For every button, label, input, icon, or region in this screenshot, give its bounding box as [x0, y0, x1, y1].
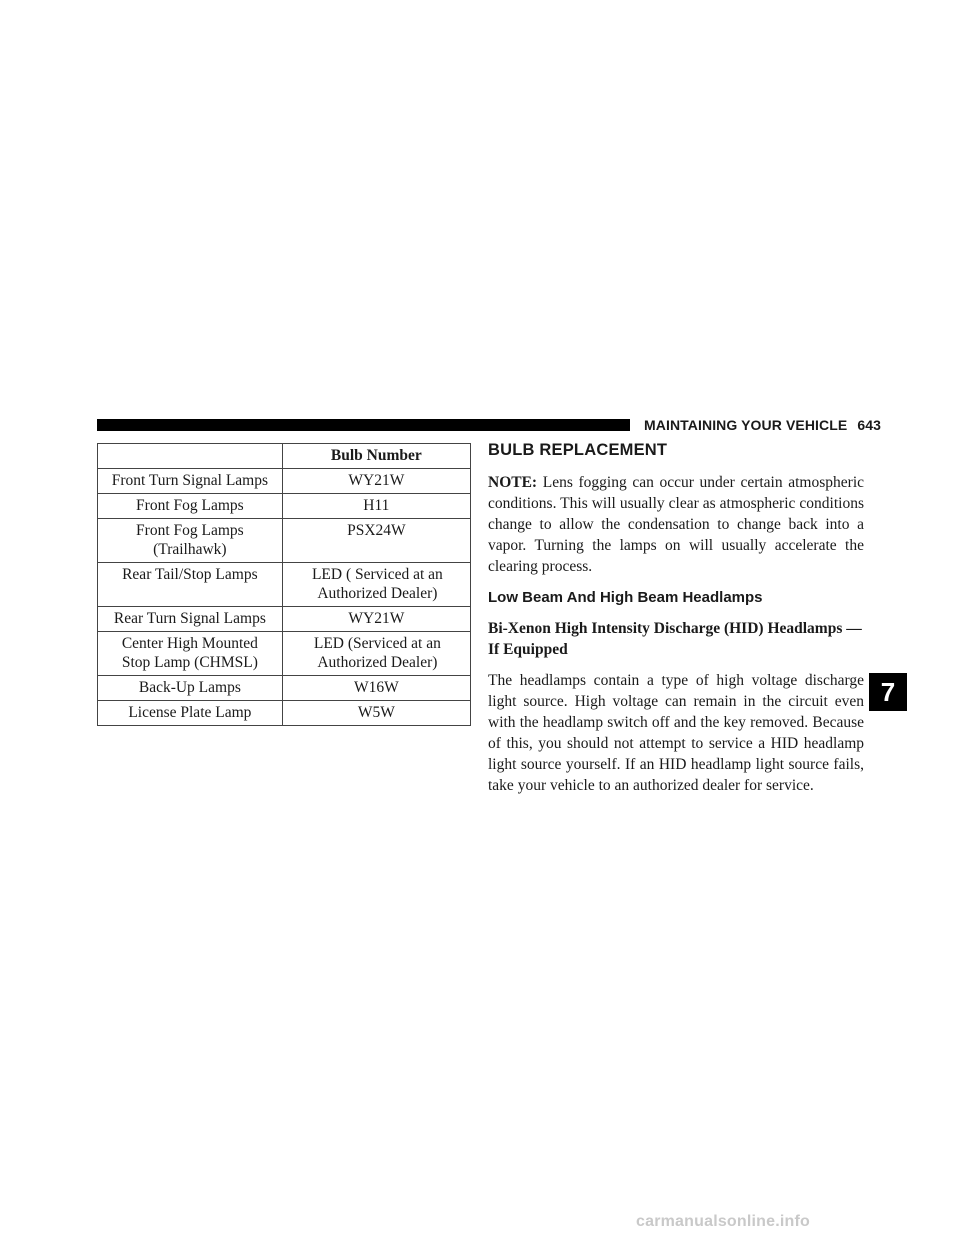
running-header-section: MAINTAINING YOUR VEHICLE — [644, 417, 848, 433]
table-cell-bulb: W16W — [282, 676, 470, 701]
main-content — [488, 441, 864, 808]
note-paragraph — [488, 472, 864, 577]
bulb-table — [97, 443, 471, 726]
body-paragraph: The headlamps contain a type of high voltage discharge light source. High voltage can remain in the circuit even with the headlamp switch off and the key removed. Because of this, you should not attempt to service a HID headlamp light source yourself. If an HID headlamp light source fails, take your vehicle to an authorized dealer for service. — [488, 672, 864, 794]
table-row — [98, 469, 471, 494]
table-cell-lamp: License Plate Lamp — [98, 701, 283, 726]
table-cell-lamp: Back-Up Lamps — [98, 676, 283, 701]
table-cell-bulb: WY21W — [282, 469, 470, 494]
table-row — [98, 519, 471, 563]
table-row — [98, 607, 471, 632]
subheading: Low Beam And High Beam Headlamps — [488, 589, 763, 606]
table-cell-lamp: Rear Turn Signal Lamps — [98, 607, 283, 632]
table-cell-bulb: LED ( Serviced at an Authorized Dealer) — [282, 563, 470, 607]
watermark: carmanualsonline.info — [636, 1213, 811, 1230]
table-row — [98, 632, 471, 676]
table-cell-bulb: WY21W — [282, 607, 470, 632]
table-cell-bulb: LED (Serviced at an Authorized Dealer) — [282, 632, 470, 676]
table-cell-lamp: Rear Tail/Stop Lamps — [98, 563, 283, 607]
table-cell-lamp: Front Turn Signal Lamps — [98, 469, 283, 494]
table-cell-lamp: Front Fog Lamps — [98, 494, 283, 519]
table-header-lamp — [98, 444, 283, 469]
table-cell-lamp: Center High Mounted Stop Lamp (CHMSL) — [98, 632, 283, 676]
note-text: Lens fogging can occur under certain atmospheric conditions. This will usually clear as atmospheric conditions change to allow the condensation to change back into a vapor. Turning the lamps on will usually accelerate the clearing process. — [488, 474, 864, 575]
chapter-tab: 7 — [869, 673, 907, 711]
table-header-bulb-number: Bulb Number — [282, 444, 470, 469]
running-header — [644, 417, 881, 433]
table-row — [98, 563, 471, 607]
table-cell-bulb: PSX24W — [282, 519, 470, 563]
table-row — [98, 701, 471, 726]
table-cell-lamp: Front Fog Lamps (Trailhawk) — [98, 519, 283, 563]
section-heading: BULB REPLACEMENT — [488, 441, 668, 459]
note-label: NOTE: — [488, 474, 538, 491]
table-header-row — [98, 444, 471, 469]
table-row — [98, 494, 471, 519]
table-cell-bulb: H11 — [282, 494, 470, 519]
table-cell-bulb: W5W — [282, 701, 470, 726]
header-rule — [97, 419, 630, 431]
subsubheading: Bi-Xenon High Intensity Discharge (HID) Headlamps — If Equipped — [488, 620, 862, 658]
page-number: 643 — [857, 417, 882, 433]
table-row — [98, 676, 471, 701]
